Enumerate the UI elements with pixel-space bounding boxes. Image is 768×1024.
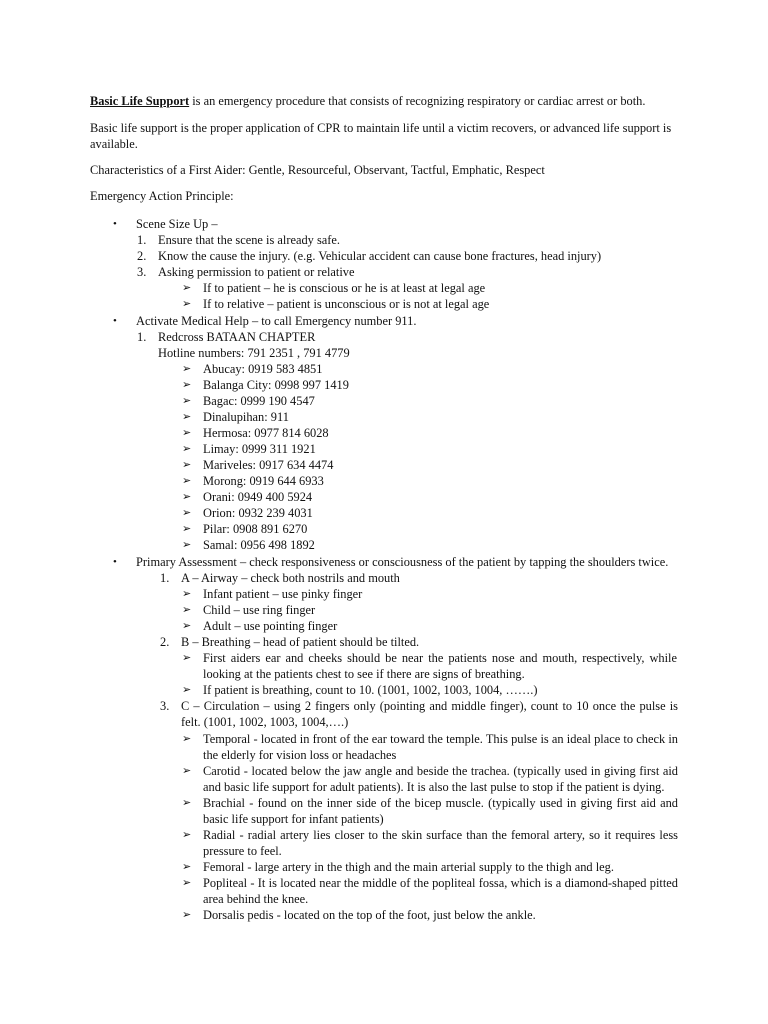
bullet-icon: •	[113, 556, 117, 568]
arrow-bullet-icon: ➢	[182, 507, 192, 519]
hotline-entry-7: Mariveles: 0917 634 4474	[203, 458, 334, 472]
hotline-entry-11: Pilar: 0908 891 6270	[203, 522, 308, 536]
hotline-entry-4: Dinalupihan: 911	[203, 410, 289, 424]
scene-step-3: Asking permission to patient or relative	[158, 265, 355, 279]
emergency-action-heading: Emergency Action Principle:	[90, 189, 234, 203]
arrow-bullet-icon: ➢	[182, 475, 192, 487]
airway-item-2: Child – use ring finger	[203, 603, 316, 617]
arrow-bullet-icon: ➢	[182, 363, 192, 375]
activate-medical-help-title: Activate Medical Help – to call Emergency number 911.	[136, 314, 417, 328]
breathing-instruction: First aiders ear and cheeks should be near the patients nose and mouth, respectively, while looking at the patients chest to see if there are signs of breathing.	[203, 651, 677, 681]
arrow-bullet-icon: ➢	[182, 588, 192, 600]
definition-text: is an emergency procedure that consists of recognizing respiratory or cardiac arrest or both.	[189, 94, 646, 108]
arrow-bullet-icon: ➢	[182, 411, 192, 423]
breathing-title: B – Breathing – head of patient should be tilted.	[181, 635, 420, 649]
arrow-bullet-icon: ➢	[182, 379, 192, 391]
arrow-bullet-icon: ➢	[182, 909, 192, 921]
pulse-point-5: Femoral - large artery in the thigh and the main arterial supply to the thigh and leg.	[203, 860, 614, 874]
pulse-point-1: Temporal - located in front of the ear toward the temple. This pulse is an ideal place to check in the elderly for vision loss or headaches	[203, 732, 678, 762]
arrow-bullet-icon: ➢	[182, 604, 192, 616]
arrow-bullet-icon: ➢	[182, 765, 192, 777]
circulation-title: C – Circulation – using 2 fingers only (pointing and middle finger), count to 10 once the pulse is felt. (1001, 1002, 1003, 1004,….)	[181, 699, 678, 729]
arrow-bullet-icon: ➢	[182, 733, 192, 745]
arrow-bullet-icon: ➢	[182, 459, 192, 471]
hotline-entry-6: Limay: 0999 311 1921	[203, 442, 316, 456]
step-number: 2.	[137, 249, 147, 263]
hotline-entry-10: Orion: 0932 239 4031	[203, 506, 313, 520]
hotline-entry-5: Hermosa: 0977 814 6028	[203, 426, 329, 440]
airway-item-1: Infant patient – use pinky finger	[203, 587, 363, 601]
hotline-entry-2: Balanga City: 0998 997 1419	[203, 378, 349, 392]
arrow-bullet-icon: ➢	[182, 523, 192, 535]
arrow-bullet-icon: ➢	[182, 491, 192, 503]
step-number: 2.	[160, 635, 170, 649]
bullet-icon: •	[113, 315, 117, 327]
step-number: 3.	[137, 265, 147, 279]
pulse-point-7: Dorsalis pedis - located on the top of the foot, just below the ankle.	[203, 908, 536, 922]
step-number: 1.	[137, 330, 147, 344]
scene-size-up-title: Scene Size Up –	[136, 217, 218, 231]
step-number: 3.	[160, 699, 170, 713]
hotline-entry-12: Samal: 0956 498 1892	[203, 538, 315, 552]
pulse-point-4: Radial - radial artery lies closer to the skin surface than the femoral artery, so it requires less pressure to feel.	[203, 828, 678, 858]
first-aider-characteristics: Characteristics of a First Aider: Gentle, Resourceful, Observant, Tactful, Emphatic, Respect	[90, 163, 545, 177]
primary-assessment-title: Primary Assessment – check responsiveness or consciousness of the patient by tapping the shoulders twice.	[136, 555, 669, 569]
term-basic-life-support: Basic Life Support	[90, 94, 190, 108]
arrow-bullet-icon: ➢	[182, 829, 192, 841]
hotline-entry-9: Orani: 0949 400 5924	[203, 490, 313, 504]
hotline-entry-1: Abucay: 0919 583 4851	[203, 362, 323, 376]
pulse-point-2: Carotid - located below the jaw angle and beside the trachea. (typically used in giving first aid and basic life support for adult patients). It is also the last pulse to stop if the patient is dying.	[203, 764, 678, 794]
arrow-bullet-icon: ➢	[182, 539, 192, 551]
redcross-chapter: Redcross BATAAN CHAPTER	[158, 330, 316, 344]
bullet-icon: •	[113, 218, 117, 230]
arrow-bullet-icon: ➢	[182, 395, 192, 407]
hotline-numbers: Hotline numbers: 791 2351 , 791 4779	[158, 346, 350, 360]
pulse-point-3: Brachial - found on the inner side of the bicep muscle. (typically used in giving first aid and basic life support for infant patients)	[203, 796, 678, 826]
scene-step-2: Know the cause the injury. (e.g. Vehicular accident can cause bone fractures, head injury)	[158, 249, 602, 263]
permission-relative: If to relative – patient is unconscious or is not at legal age	[203, 297, 490, 311]
permission-patient: If to patient – he is conscious or he is at least at legal age	[203, 281, 486, 295]
arrow-bullet-icon: ➢	[182, 282, 192, 294]
intro-paragraph-cpr: Basic life support is the proper application of CPR to maintain life until a victim recovers, or advanced life support is available.	[90, 121, 672, 151]
arrow-bullet-icon: ➢	[182, 861, 192, 873]
arrow-bullet-icon: ➢	[182, 797, 192, 809]
arrow-bullet-icon: ➢	[182, 427, 192, 439]
breathing-count: If patient is breathing, count to 10. (1001, 1002, 1003, 1004, …….)	[203, 683, 538, 697]
hotline-entry-3: Bagac: 0999 190 4547	[203, 394, 315, 408]
airway-title: A – Airway – check both nostrils and mouth	[181, 571, 400, 585]
arrow-bullet-icon: ➢	[182, 620, 192, 632]
hotline-entry-8: Morong: 0919 644 6933	[203, 474, 324, 488]
arrow-bullet-icon: ➢	[182, 877, 192, 889]
step-number: 1.	[137, 233, 147, 247]
pulse-point-6: Popliteal - It is located near the middle of the popliteal fossa, which is a diamond-shaped pitted area behind the knee.	[203, 876, 678, 906]
step-number: 1.	[160, 571, 170, 585]
arrow-bullet-icon: ➢	[182, 443, 192, 455]
arrow-bullet-icon: ➢	[182, 684, 192, 696]
airway-item-3: Adult – use pointing finger	[203, 619, 338, 633]
arrow-bullet-icon: ➢	[182, 298, 192, 310]
scene-step-1: Ensure that the scene is already safe.	[158, 233, 340, 247]
arrow-bullet-icon: ➢	[182, 652, 192, 664]
intro-definition	[90, 93, 680, 109]
